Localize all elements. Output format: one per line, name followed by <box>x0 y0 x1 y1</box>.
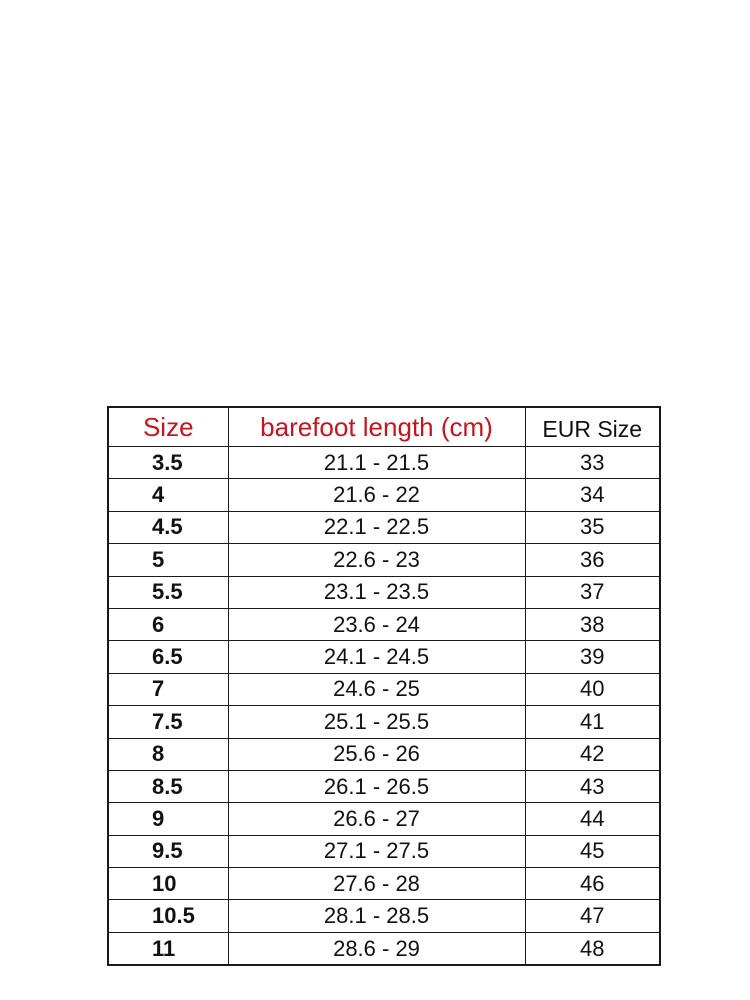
eur-size-cell: 43 <box>525 770 660 802</box>
table-row <box>108 770 660 802</box>
size-cell: 5.5 <box>108 576 228 608</box>
eur-size-cell: 44 <box>525 803 660 835</box>
eur-size-cell: 41 <box>525 706 660 738</box>
barefoot-length-cell: 26.1 - 26.5 <box>228 770 525 802</box>
table-row <box>108 608 660 640</box>
eur-size-cell: 48 <box>525 932 660 965</box>
barefoot-length-cell: 24.6 - 25 <box>228 673 525 705</box>
size-cell: 4.5 <box>108 511 228 543</box>
eur-size-cell: 34 <box>525 479 660 511</box>
header-row <box>108 407 660 447</box>
size-cell: 10 <box>108 868 228 900</box>
barefoot-length-cell: 28.6 - 29 <box>228 932 525 965</box>
eur-size-cell: 33 <box>525 447 660 479</box>
table-row <box>108 641 660 673</box>
barefoot-length-cell: 23.6 - 24 <box>228 608 525 640</box>
eur-size-cell: 42 <box>525 738 660 770</box>
size-cell: 6 <box>108 608 228 640</box>
barefoot-length-cell: 22.1 - 22.5 <box>228 511 525 543</box>
barefoot-length-cell: 25.1 - 25.5 <box>228 706 525 738</box>
size-cell: 7.5 <box>108 706 228 738</box>
size-chart-header <box>108 407 660 447</box>
header-eur-size: EUR Size <box>525 407 660 447</box>
table-row <box>108 544 660 576</box>
barefoot-length-cell: 21.6 - 22 <box>228 479 525 511</box>
size-cell: 3.5 <box>108 447 228 479</box>
size-cell: 5 <box>108 544 228 576</box>
eur-size-cell: 39 <box>525 641 660 673</box>
size-cell: 11 <box>108 932 228 965</box>
size-cell: 7 <box>108 673 228 705</box>
eur-size-cell: 45 <box>525 835 660 867</box>
table-row <box>108 738 660 770</box>
eur-size-cell: 46 <box>525 868 660 900</box>
table-row <box>108 803 660 835</box>
barefoot-length-cell: 24.1 - 24.5 <box>228 641 525 673</box>
size-cell: 8 <box>108 738 228 770</box>
eur-size-cell: 36 <box>525 544 660 576</box>
table-row <box>108 511 660 543</box>
size-cell: 9.5 <box>108 835 228 867</box>
header-size: Size <box>108 407 228 447</box>
table-row <box>108 932 660 965</box>
size-cell: 9 <box>108 803 228 835</box>
eur-size-cell: 37 <box>525 576 660 608</box>
table-row <box>108 900 660 932</box>
barefoot-length-cell: 25.6 - 26 <box>228 738 525 770</box>
size-cell: 6.5 <box>108 641 228 673</box>
table-row <box>108 479 660 511</box>
barefoot-length-cell: 21.1 - 21.5 <box>228 447 525 479</box>
table-row <box>108 673 660 705</box>
header-barefoot-length: barefoot length (cm) <box>228 407 525 447</box>
size-chart-body <box>108 447 660 966</box>
size-chart-table <box>107 406 661 966</box>
barefoot-length-cell: 27.6 - 28 <box>228 868 525 900</box>
table-row <box>108 706 660 738</box>
barefoot-length-cell: 26.6 - 27 <box>228 803 525 835</box>
size-cell: 8.5 <box>108 770 228 802</box>
barefoot-length-cell: 28.1 - 28.5 <box>228 900 525 932</box>
eur-size-cell: 35 <box>525 511 660 543</box>
barefoot-length-cell: 22.6 - 23 <box>228 544 525 576</box>
barefoot-length-cell: 27.1 - 27.5 <box>228 835 525 867</box>
eur-size-cell: 40 <box>525 673 660 705</box>
size-cell: 4 <box>108 479 228 511</box>
table-row <box>108 868 660 900</box>
eur-size-cell: 38 <box>525 608 660 640</box>
table-row <box>108 835 660 867</box>
size-cell: 10.5 <box>108 900 228 932</box>
table-row <box>108 576 660 608</box>
table-row <box>108 447 660 479</box>
barefoot-length-cell: 23.1 - 23.5 <box>228 576 525 608</box>
eur-size-cell: 47 <box>525 900 660 932</box>
